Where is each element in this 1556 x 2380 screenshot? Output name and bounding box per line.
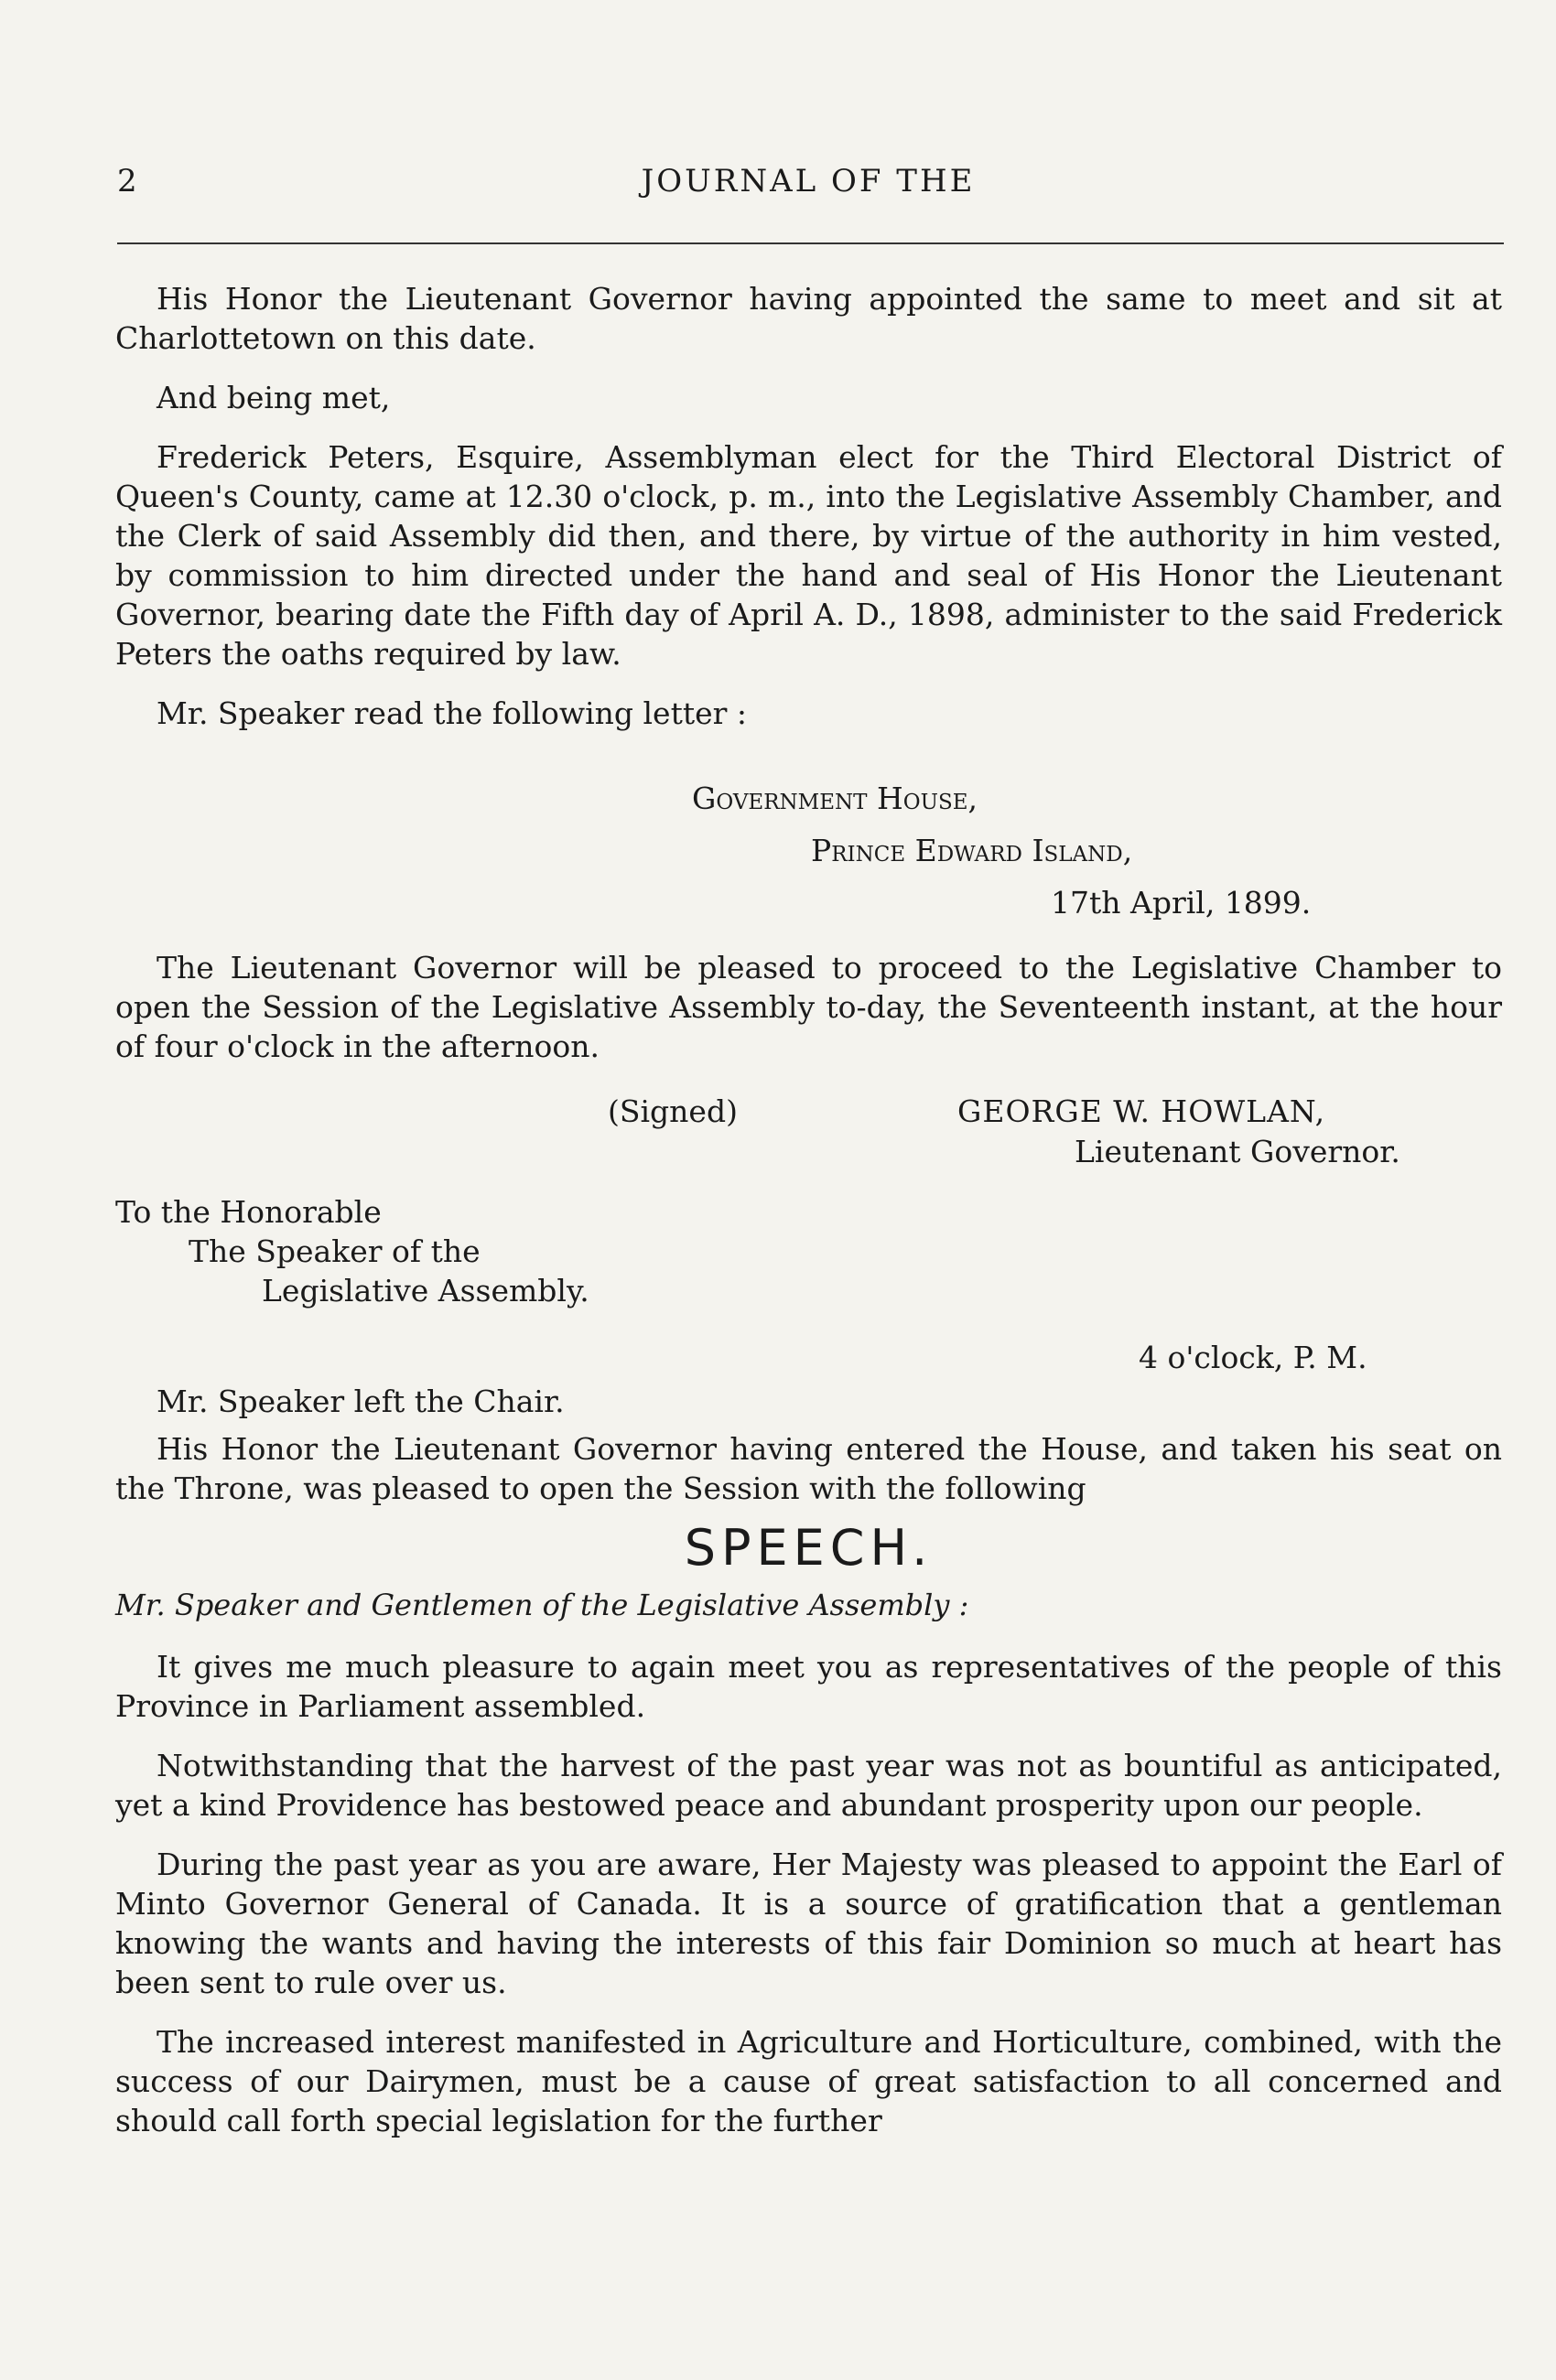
letter-address-line1: Government House, xyxy=(692,781,978,816)
letter xyxy=(115,779,1502,1310)
paragraph-oath: Frederick Peters, Esquire, Assemblyman elect for the Third Electoral District of Queen's County, came at 12.30 o'clock, p. m., into the Legislative Assembly Chamber, and the Clerk of said Assembly did then, and there, by virtue of the authority in him vested, by commission to him directed under the hand and seal of His Honor the Lieutenant Governor, bearing date the Fifth day of April A. D., 1898, administer to the said Frederick Peters the oaths required by law. xyxy=(115,439,1502,672)
page-number: 2 xyxy=(117,163,137,199)
signatory-title: Lieutenant Governor. xyxy=(1075,1134,1400,1169)
letter-signature xyxy=(115,1092,1502,1174)
session-time: 4 o'clock, P. M. xyxy=(1139,1340,1367,1375)
letter-address-line2: Prince Edward Island, xyxy=(811,833,1133,868)
page-header xyxy=(117,163,1499,218)
header-rule xyxy=(117,242,1504,244)
letter-date: 17th April, 1899. xyxy=(1051,885,1312,921)
session-time-row xyxy=(115,1338,1502,1429)
speech-title: SPEECH. xyxy=(684,1519,934,1577)
addressee-line1: To the Honorable xyxy=(115,1194,382,1230)
page-body xyxy=(115,279,1502,2160)
paragraph-read-letter: Mr. Speaker read the following letter : xyxy=(157,695,748,731)
letter-body: The Lieutenant Governor will be pleased to proceed to the Legislative Chamber to open the Session of the Legislative Assembly to-day, the Seventeenth instant, at the hour of four o'clock in the afternoon. xyxy=(115,950,1502,1064)
paragraph-appointment: His Honor the Lieutenant Governor having appointed the same to meet and sit at Charlottetown on this date. xyxy=(115,281,1502,356)
paragraph-being-met: And being met, xyxy=(157,380,391,415)
speech-paragraph-3: During the past year as you are aware, Her Majesty was pleased to appoint the Earl of Minto Governor General of Canada. It is a source of gratification that a gentleman knowing the wants and having the interests of this fair Dominion so much at heart has been sent to rule over us. xyxy=(115,1847,1502,2000)
addressee-line2: The Speaker of the xyxy=(189,1233,481,1269)
paragraph-opening: His Honor the Lieutenant Governor having entered the House, and taken his seat on the Throne, was pleased to open the Session with the following xyxy=(115,1431,1502,1506)
signed-label: (Signed) xyxy=(608,1093,738,1129)
speech-paragraph-2: Notwithstanding that the harvest of the past year was not as bountiful as anticipated, yet a kind Providence has bestowed peace and abundant prosperity upon our people. xyxy=(115,1748,1502,1823)
letter-addressee xyxy=(115,1192,1502,1310)
signatory-name: GEORGE W. HOWLAN, xyxy=(957,1093,1326,1129)
addressee-line3: Legislative Assembly. xyxy=(262,1273,589,1308)
speech-paragraph-4: The increased interest manifested in Agriculture and Horticulture, combined, with the success of our Dairymen, must be a cause of great satisfaction to all concerned and should call forth special legislation for the further xyxy=(115,2024,1502,2138)
speech-salutation: Mr. Speaker and Gentlemen of the Legislative Assembly : xyxy=(115,1588,969,1622)
speech-paragraph-1: It gives me much pleasure to again meet you as representatives of the people of this Province in Parliament assembled. xyxy=(115,1649,1502,1724)
running-head: JOURNAL OF THE xyxy=(641,163,976,199)
speaker-left-chair: Mr. Speaker left the Chair. xyxy=(157,1384,565,1419)
